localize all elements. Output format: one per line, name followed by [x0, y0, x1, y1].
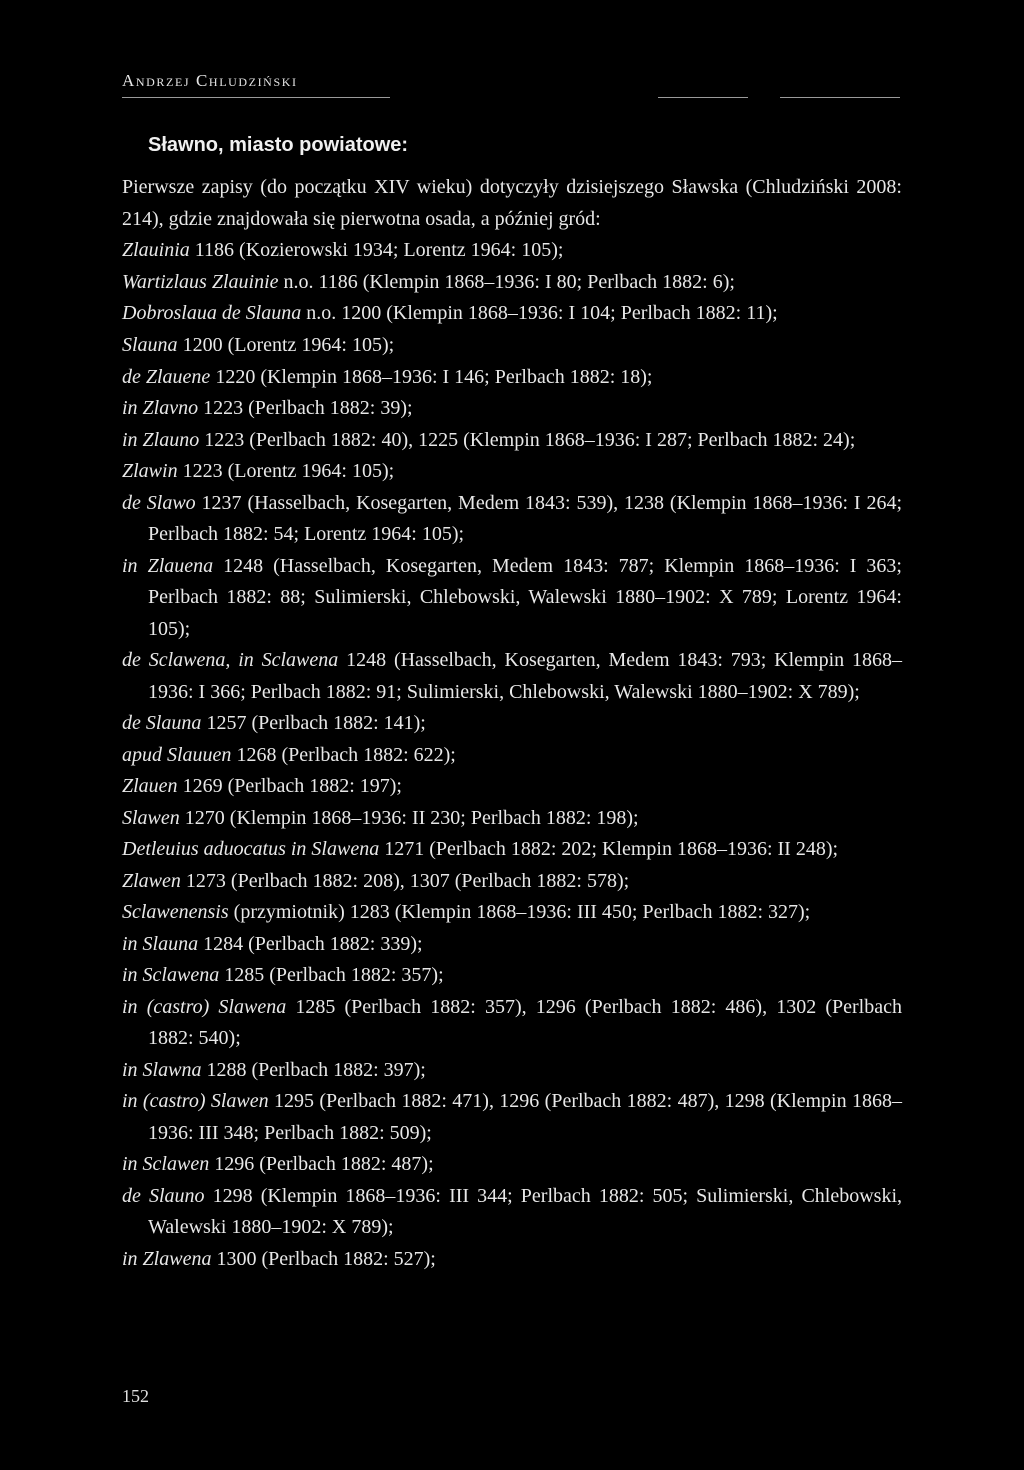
- entry-citation: 1273 (Perlbach 1882: 208), 1307 (Perlbach 1882: 578);: [180, 869, 630, 892]
- list-item: [122, 362, 902, 394]
- entry-citation: 1288 (Perlbach 1882: 397);: [201, 1058, 426, 1081]
- list-item: [122, 771, 902, 803]
- entry-form: in Zlavno: [122, 397, 199, 419]
- section-title: Sławno, miasto powiatowe:: [148, 134, 409, 156]
- entry-form: Slawen: [122, 806, 180, 829]
- entry-form: in Slauna: [122, 932, 199, 955]
- entry-citation: 1237 (Hasselbach, Kosegarten, Medem 1843: 539), 1238 (Klempin 1868–1936: I 264; Perlbach 1882: 54; Lorentz 1964: 105);: [148, 491, 902, 545]
- entry-citation: 1270 (Klempin 1868–1936: II 230; Perlbach 1882: 198);: [179, 806, 639, 829]
- entry-citation: (przymiotnik) 1283 (Klempin 1868–1936: III 450; Perlbach 1882: 327);: [228, 901, 811, 923]
- entry-citation: 1295 (Perlbach 1882: 471), 1296 (Perlbach 1882: 487), 1298 (Klempin 1868–1936: III 348; Perlbach 1882: 509);: [148, 1090, 902, 1144]
- list-item: [122, 456, 902, 488]
- list-item: [122, 1055, 902, 1087]
- list-item: [122, 740, 902, 772]
- list-item: [122, 488, 902, 551]
- entry-citation: 1298 (Klempin 1868–1936: III 344; Perlbach 1882: 505; Sulimierski, Chlebowski, Walewski 1880–1902: X 789);: [148, 1184, 902, 1238]
- entry-form: Slauna: [122, 334, 178, 356]
- entry-citation: 1248 (Hasselbach, Kosegarten, Medem 1843: 793; Klempin 1868–1936: I 366; Perlbach 1882: 91; Sulimierski, Chlebowski, Walewski 1880–1902: X 789);: [148, 649, 902, 703]
- list-item: [122, 1086, 902, 1149]
- list-item: [122, 393, 902, 425]
- entry-citation: n.o. 1200 (Klempin 1868–1936: I 104; Perlbach 1882: 11);: [301, 302, 778, 324]
- entry-citation: 1186 (Kozierowski 1934; Lorentz 1964: 105);: [189, 239, 564, 261]
- entry-citation: 1223 (Perlbach 1882: 39);: [198, 397, 413, 419]
- entry-form: in (castro) Slawen: [122, 1090, 269, 1112]
- entry-citation: 1300 (Perlbach 1882: 527);: [211, 1247, 436, 1270]
- entry-form: de Slawo: [122, 491, 196, 514]
- list-item: [122, 992, 902, 1055]
- entry-form: Zlawin: [122, 460, 178, 482]
- entry-citation: 1285 (Perlbach 1882: 357), 1296 (Perlbach 1882: 486), 1302 (Perlbach 1882: 540);: [148, 995, 902, 1049]
- entry-citation: 1223 (Perlbach 1882: 40), 1225 (Klempin 1868–1936: I 287; Perlbach 1882: 24);: [199, 428, 856, 451]
- entry-form: in Sclawena: [122, 964, 220, 986]
- entry-form: in Slawna: [122, 1058, 202, 1081]
- entry-citation: 1220 (Klempin 1868–1936: I 146; Perlbach 1882: 18);: [210, 365, 653, 388]
- entry-form: de Slauna: [122, 712, 202, 734]
- entry-form: Zlawen: [122, 869, 181, 892]
- entry-citation: 1257 (Perlbach 1882: 141);: [201, 712, 426, 734]
- list-item: [122, 708, 902, 740]
- entry-form: de Sclawena, in Sclawena: [122, 649, 339, 671]
- entry-form: Zlauinia: [122, 239, 190, 261]
- entry-citation: 1285 (Perlbach 1882: 357);: [219, 964, 444, 986]
- list-item: [122, 551, 902, 646]
- list-item: [122, 960, 902, 992]
- entry-citation: 1248 (Hasselbach, Kosegarten, Medem 1843: 787; Klempin 1868–1936: I 363; Perlbach 1882: 88; Sulimierski, Chlebowski, Walewski 1880–1902: X 789; Lorentz 1964: 105);: [148, 554, 902, 640]
- entry-form: Zlauen: [122, 775, 178, 797]
- entry-form: de Zlauene: [122, 365, 211, 388]
- list-item: [122, 425, 902, 457]
- intro-line: [122, 235, 902, 267]
- list-item: [122, 1149, 902, 1181]
- entry-form: in Sclawen: [122, 1153, 210, 1175]
- entry-citation: 1223 (Lorentz 1964: 105);: [177, 460, 395, 482]
- list-item: [122, 1181, 902, 1244]
- entry-citation: 1200 (Lorentz 1964: 105);: [177, 334, 395, 356]
- header-rule-right: [780, 97, 900, 98]
- list-item: [122, 330, 902, 362]
- entry-citation: n.o. 1186 (Klempin 1868–1936: I 80; Perlbach 1882: 6);: [278, 270, 735, 293]
- intro-line: [122, 298, 902, 330]
- entry-citation: 1269 (Perlbach 1882: 197);: [177, 775, 402, 797]
- running-head-author: Andrzej Chludziński: [122, 71, 298, 90]
- list-item: [122, 929, 902, 961]
- list-item: [122, 1244, 902, 1276]
- entry-citation: 1271 (Perlbach 1882: 202; Klempin 1868–1936: II 248);: [379, 838, 839, 860]
- entry-form: in Zlawena: [122, 1247, 212, 1270]
- entry-form: in Zlauena: [122, 554, 214, 577]
- entry-form: de Slauno: [122, 1184, 205, 1207]
- intro-paragraph: [122, 172, 902, 330]
- list-item: [122, 645, 902, 708]
- entry-form: Detleuius aduocatus in Slawena: [122, 838, 380, 860]
- entry-form: Dobroslaua de Slauna: [122, 302, 302, 324]
- header-rule-left: [122, 97, 390, 98]
- entry-form: apud Slauuen: [122, 743, 232, 766]
- list-item: [122, 866, 902, 898]
- header-rule-middle: [658, 97, 748, 98]
- list-item: [122, 897, 902, 929]
- entry-form: in (castro) Slawena: [122, 995, 287, 1018]
- entry-form: in Zlauno: [122, 428, 200, 451]
- entry-form: Sclawenensis: [122, 901, 229, 923]
- attestation-list: [122, 330, 902, 1275]
- entry-form: Wartizlaus Zlauinie: [122, 270, 279, 293]
- list-item: [122, 834, 902, 866]
- page-number: 152: [122, 1386, 149, 1406]
- list-item: [122, 803, 902, 835]
- intro-text: Pierwsze zapisy (do początku XIV wieku) dotyczyły dzisiejszego Sławska (Chludziński 2008: 214), gdzie znajdowała się pierwotna osada, a później gród:: [122, 176, 902, 230]
- entry-citation: 1268 (Perlbach 1882: 622);: [231, 743, 456, 766]
- entry-citation: 1296 (Perlbach 1882: 487);: [209, 1153, 434, 1175]
- entry-citation: 1284 (Perlbach 1882: 339);: [198, 932, 423, 955]
- intro-line: [122, 267, 902, 299]
